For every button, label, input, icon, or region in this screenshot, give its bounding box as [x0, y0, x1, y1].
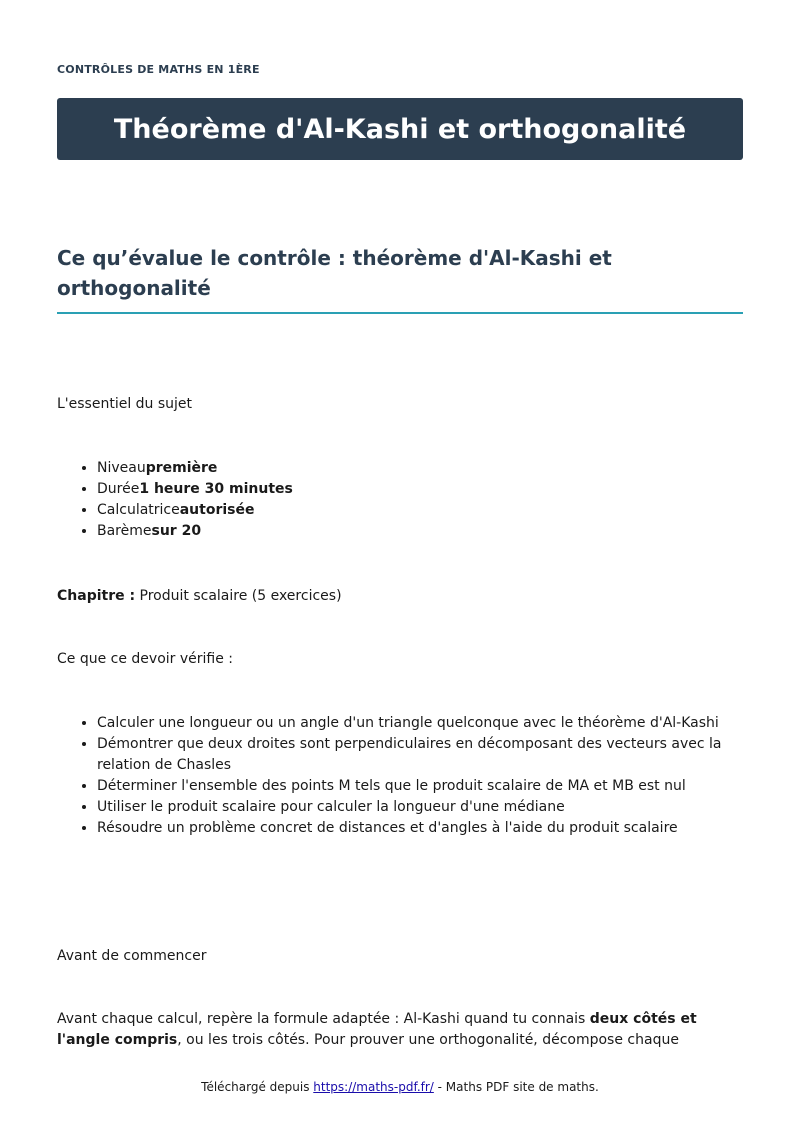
- list-item: [97, 458, 743, 479]
- before-paragraph: [57, 1009, 737, 1051]
- before-heading: Avant de commencer: [57, 948, 207, 964]
- item-value: autorisée: [179, 502, 255, 518]
- item-label: Calculatrice: [97, 502, 180, 518]
- list-item: • Déterminer l'ensemble des points M tels que le produit scalaire de MA et MB est nul: [97, 776, 743, 797]
- paragraph-text: Avant chaque calcul, repère la formule adaptée : Al-Kashi quand tu connais: [57, 1011, 590, 1027]
- item-label: Barème: [97, 523, 152, 539]
- essentials-heading: L'essentiel du sujet: [57, 396, 193, 412]
- chapter-line: [57, 586, 342, 607]
- list-item: • Utiliser le produit scalaire pour calculer la longueur d'une médiane: [97, 797, 743, 818]
- document-kicker: CONTRÔLES DE MATHS EN 1ÈRE: [57, 63, 260, 76]
- section-title: Ce qu’évalue le contrôle : théorème d'Al-Kashi et orthogonalité: [57, 243, 743, 314]
- item-value: 1 heure 30 minutes: [139, 481, 293, 497]
- checks-heading: Ce que ce devoir vérifie :: [57, 651, 234, 667]
- footer-suffix: - Maths PDF site de maths.: [433, 1080, 599, 1094]
- essentials-list: [57, 458, 743, 542]
- list-item: • Calculer une longueur ou un angle d'un triangle quelconque avec le théorème d'Al-Kashi: [97, 713, 743, 734]
- chapter-value: Produit scalaire (5 exercices): [139, 588, 342, 604]
- item-label: Niveau: [97, 460, 146, 476]
- list-item: [97, 521, 743, 542]
- chapter-label: Chapitre :: [57, 588, 136, 604]
- title-banner: [57, 98, 743, 160]
- list-item: • Démontrer que deux droites sont perpendiculaires en décomposant des vecteurs avec la relation de Chasles: [97, 734, 743, 776]
- list-item: [97, 500, 743, 521]
- footer-prefix: Téléchargé depuis: [201, 1080, 314, 1094]
- paragraph-text: , ou les trois côtés. Pour prouver une orthogonalité, décompose chaque: [177, 1032, 679, 1048]
- list-item: [97, 479, 743, 500]
- item-value: première: [145, 460, 218, 476]
- item-value: sur 20: [151, 523, 202, 539]
- list-item: • Résoudre un problème concret de distances et d'angles à l'aide du produit scalaire: [97, 818, 743, 839]
- checks-list: [57, 713, 743, 839]
- item-label: Durée: [97, 481, 140, 497]
- page-footer: [0, 1080, 800, 1094]
- page-title: Théorème d'Al-Kashi et orthogonalité: [113, 113, 687, 145]
- footer-link[interactable]: https://maths-pdf.fr/: [313, 1080, 434, 1094]
- paragraph-emphasis: deux côtés et l'angle compris: [57, 1011, 697, 1048]
